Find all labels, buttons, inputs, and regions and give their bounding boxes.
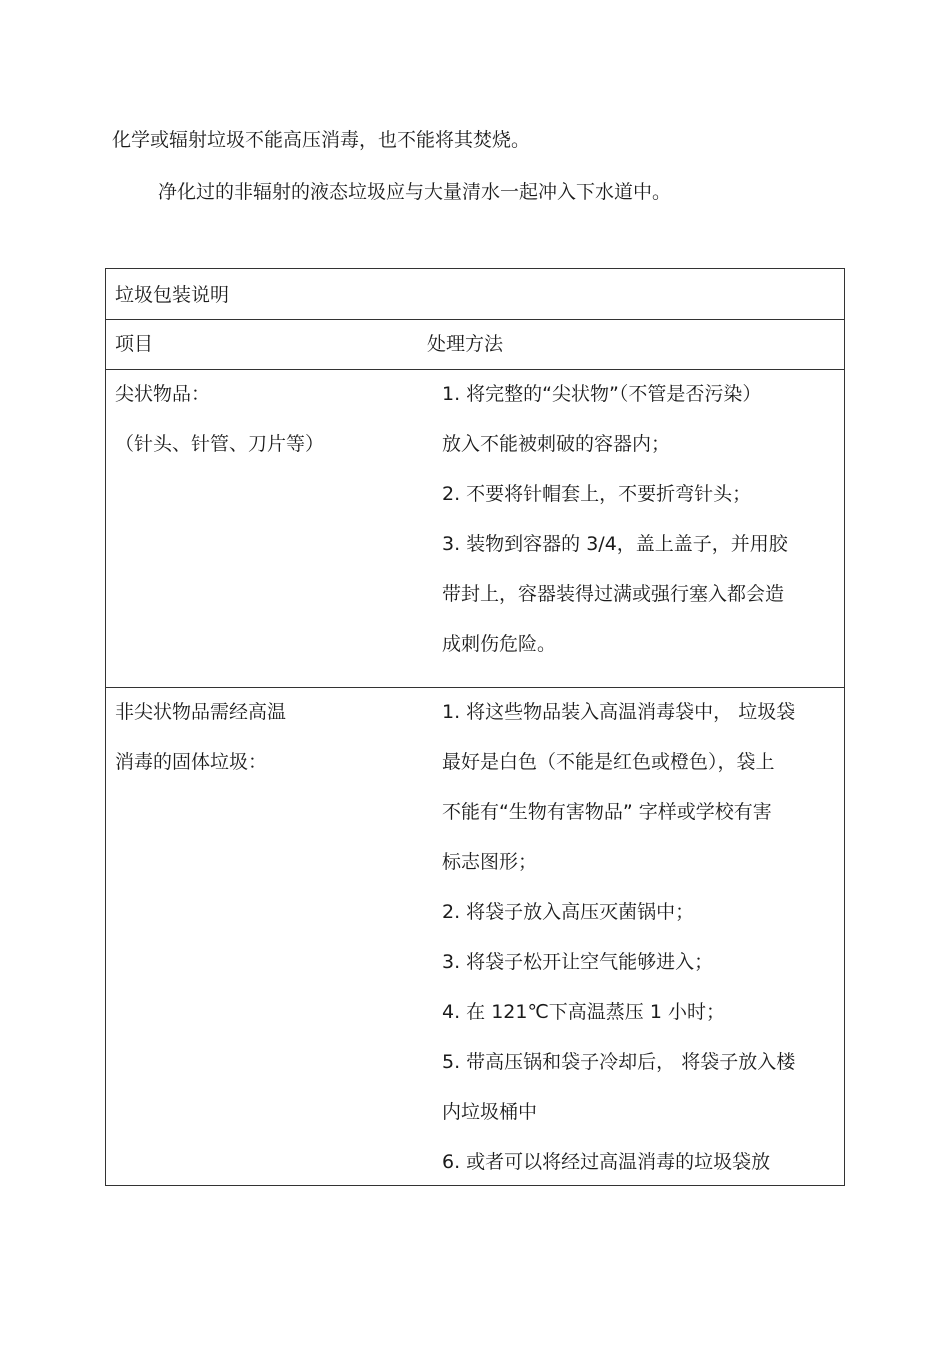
- paragraph-liquid-waste: 净化过的非辐射的液态垃圾应与大量清水一起冲入下水道中。: [158, 181, 672, 203]
- method-line: 5. 带高压锅和袋子冷却后， 将袋子放入楼: [442, 1051, 796, 1073]
- method-line: 成刺伤危险。: [442, 633, 557, 655]
- method-line: 1. 将完整的“尖状物”（不管是否污染）: [442, 383, 762, 405]
- table-row-sharp-items: [106, 370, 844, 688]
- waste-packaging-table: [105, 268, 845, 1186]
- method-line: 标志图形；: [442, 851, 538, 873]
- method-line: 6. 或者可以将经过高温消毒的垃圾袋放: [442, 1151, 771, 1173]
- header-method: 处理方法: [427, 333, 504, 355]
- method-line: 最好是白色（不能是红色或橙色），袋上: [442, 751, 775, 773]
- method-line: 带封上，容器装得过满或强行塞入都会造: [442, 583, 785, 605]
- method-line: 放入不能被刺破的容器内；: [442, 433, 671, 455]
- method-cell: [442, 380, 837, 680]
- item-line: 非尖状物品需经高温: [115, 701, 287, 723]
- method-line: 2. 将袋子放入高压灭菌锅中；: [442, 901, 695, 923]
- method-cell: [442, 698, 837, 1198]
- table-title: 垃圾包装说明: [115, 284, 230, 306]
- method-line: 1. 将这些物品装入高温消毒袋中， 垃圾袋: [442, 701, 796, 723]
- method-line: 2. 不要将针帽套上，不要折弯针头；: [442, 483, 752, 505]
- method-line: 3. 将袋子松开让空气能够进入；: [442, 951, 714, 973]
- table-title-row: [106, 269, 844, 320]
- method-line: 不能有“生物有害物品” 字样或学校有害: [442, 801, 772, 823]
- method-line: 3. 装物到容器的 3/4，盖上盖子，并用胶: [442, 533, 788, 555]
- item-cell: [115, 380, 324, 480]
- item-line: 消毒的固体垃圾：: [115, 751, 268, 773]
- table-header-row: [106, 320, 844, 370]
- item-cell: [115, 698, 286, 798]
- method-line: 4. 在 121℃下高温蒸压 1 小时；: [442, 1001, 725, 1023]
- method-line: 内垃圾桶中: [442, 1101, 538, 1123]
- item-line: 尖状物品：: [115, 383, 211, 405]
- table-row-nonsharp-items: [106, 688, 844, 1185]
- paragraph-chemical-waste: 化学或辐射垃圾不能高压消毒，也不能将其焚烧。: [112, 129, 531, 151]
- item-line: （针头、针管、刀片等）: [115, 433, 325, 455]
- header-item: 项目: [115, 333, 154, 355]
